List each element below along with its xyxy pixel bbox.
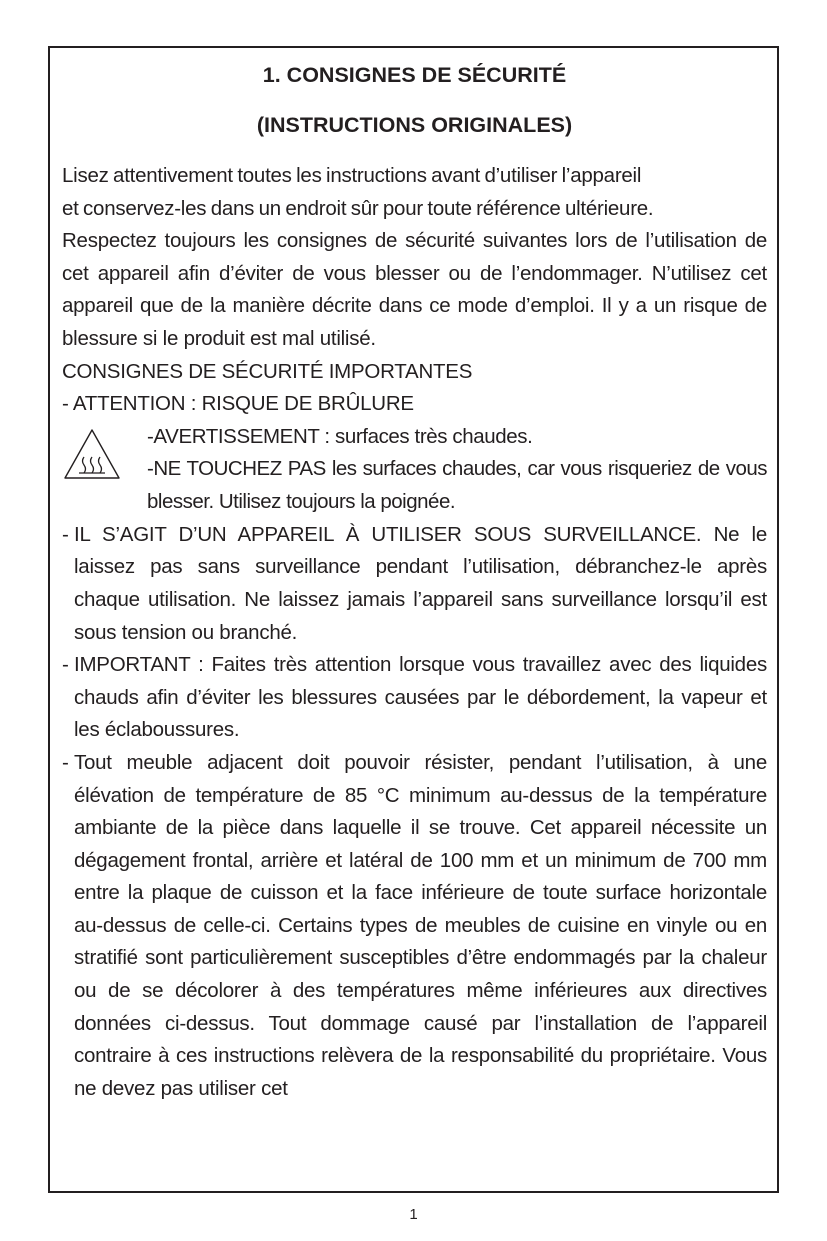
intro-line-1: Lisez attentivement toutes les instructions avant d’utiliser l’appareil: [62, 164, 642, 187]
page-content: [62, 60, 767, 1105]
list-item: [62, 649, 767, 747]
bullet-dash: -: [62, 522, 69, 546]
page-frame: [48, 46, 779, 1193]
warning-line-1: -AVERTISSEMENT : surfaces très chaudes.: [147, 424, 533, 448]
list-item-text: Tout meuble adjacent doit pouvoir résister, pendant l’utilisation, à une élévation de température de 85 °C minimum au-dessus de la température ambiante de la pièce dans laquelle il se trouve. Cet appareil nécessite un dégagement frontal, arrière et latéral de 100 mm et un minimum de 700 mm entre la plaque de cuisson et la face inférieure de toute surface horizontale au-dessus de celle-ci. Certains types de meubles de cuisine en vinyle ou en stratifié sont particulièrement susceptibles d’être endommagés par la chaleur ou de se décolorer à des températures même inférieures aux directives données ci-dessus. Tout dommage causé par l’installation de l’appareil contraire à ces instructions relèvera de la responsabilité du propriétaire. Vous ne devez pas utiliser cet: [74, 750, 767, 1100]
list-item-text: IL S’AGIT D’UN APPAREIL À UTILISER SOUS SURVEILLANCE. Ne le laissez pas sans surveillance pendant l’utilisation, débranchez-le après chaque utilisation. Ne laissez jamais l’appareil sans surveillance lorsqu’il est sous tension ou branché.: [74, 522, 767, 644]
page-number: 1: [409, 1206, 418, 1223]
section-subtitle: (INSTRUCTIONS ORIGINALES): [256, 113, 573, 137]
list-item: [62, 519, 767, 649]
section-title: 1. CONSIGNES DE SÉCURITÉ: [262, 63, 567, 87]
burn-warning-block: [62, 421, 767, 519]
important-heading: CONSIGNES DE SÉCURITÉ IMPORTANTES: [62, 359, 473, 383]
list-item-text: IMPORTANT : Faites très attention lorsque vous travaillez avec des liquides chauds afin d’éviter les blessures causées par le débordement, la vapeur et les éclaboussures.: [74, 653, 767, 742]
intro-line-2: et conservez-les dans un endroit sûr pour toute référence ultérieure.: [62, 196, 654, 220]
hot-surface-warning-icon: [62, 427, 122, 481]
intro-paragraph: Respectez toujours les consignes de sécurité suivantes lors de l’utilisation de cet appareil afin d’éviter de vous blesser ou de l’endommager. N’utilisez cet appareil que de la manière décrite dans ce mode d’emploi. Il y a un risque de blessure si le produit est mal utilisé.: [62, 229, 767, 350]
list-item: [62, 747, 767, 1106]
warning-line-2: -NE TOUCHEZ PAS les surfaces chaudes, car vous risqueriez de vous blesser. Utilisez toujours la poignée.: [147, 457, 767, 513]
bullet-dash: -: [62, 750, 69, 774]
burn-warning-title: - ATTENTION : RISQUE DE BRÛLURE: [62, 392, 414, 416]
bullet-dash: -: [62, 653, 69, 677]
